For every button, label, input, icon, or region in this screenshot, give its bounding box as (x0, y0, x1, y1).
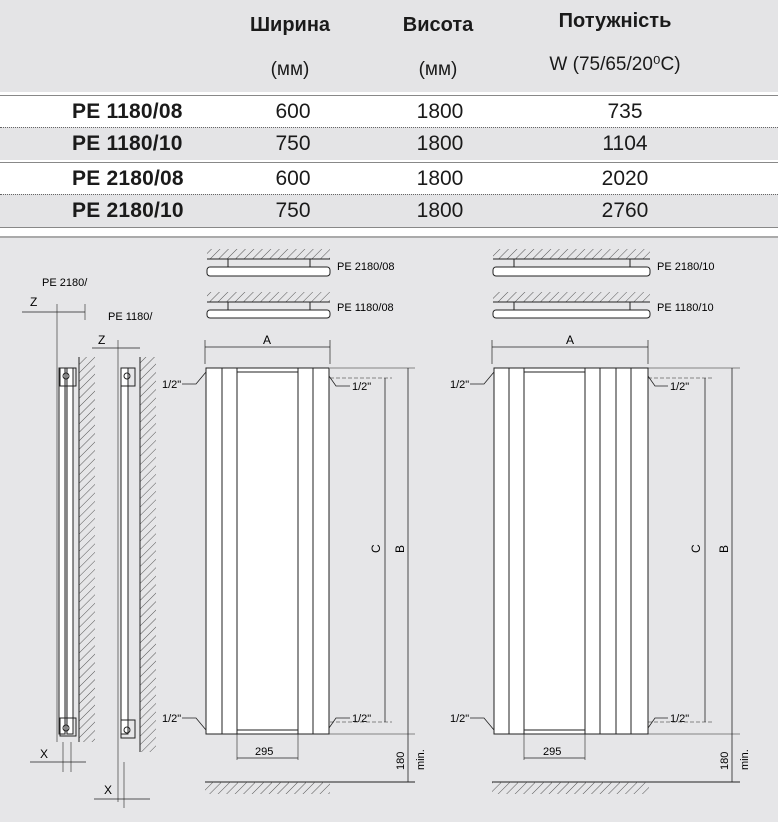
side-label-1180: PE 1180/ (108, 311, 153, 323)
z-label: Z (30, 295, 38, 309)
col-title: Потужність (558, 10, 672, 32)
dim-180-label: 180 (719, 751, 731, 770)
dim-b-label: B (717, 544, 731, 553)
section-label-1180: PE 1180/08 (337, 302, 394, 314)
col-unit: (мм) (418, 59, 458, 80)
col-title: Ширина (249, 14, 331, 36)
row-power: 2020 (601, 167, 649, 190)
connection-label: 1/2" (450, 379, 470, 391)
col-title: Висота (402, 14, 474, 36)
dim-180-label: 180 (395, 751, 407, 770)
row-model: PE 2180/10 (72, 199, 184, 222)
row-power: 1104 (602, 132, 648, 155)
row-width: 600 (275, 100, 311, 123)
dim-c-label: C (369, 544, 383, 553)
table-row (0, 95, 778, 128)
connection-label: 1/2" (352, 713, 372, 725)
dim-c-label: C (689, 544, 703, 553)
side-label-2180: PE 2180/ (42, 277, 88, 289)
row-width: 600 (275, 167, 311, 190)
connection-label: 1/2" (450, 713, 470, 725)
z-label: Z (98, 333, 106, 347)
row-height: 1800 (416, 167, 464, 190)
row-width: 750 (275, 132, 311, 155)
connection-label: 1/2" (670, 713, 690, 725)
dim-295-label: 295 (543, 746, 562, 758)
table-row (0, 194, 778, 228)
row-model: PE 2180/08 (72, 167, 184, 190)
dim-b-label: B (393, 544, 407, 553)
connection-label: 1/2" (352, 381, 372, 393)
wall-hatch (79, 357, 95, 742)
connection-label: 1/2" (670, 381, 690, 393)
front-view-08 (162, 249, 427, 794)
x-label: X (40, 747, 49, 761)
technical-drawing (0, 236, 778, 822)
col-width (230, 14, 350, 81)
col-power (530, 10, 700, 76)
table-header (0, 0, 778, 92)
row-model: PE 1180/08 (72, 100, 183, 123)
min-label: min. (739, 749, 751, 770)
connection-label: 1/2" (162, 379, 182, 391)
row-power: 2760 (601, 199, 649, 222)
front-view-10 (450, 249, 751, 794)
dim-a-label: A (263, 333, 272, 347)
row-width: 750 (275, 199, 311, 222)
spec-table (0, 0, 778, 232)
row-model: PE 1180/10 (72, 132, 183, 155)
dim-295-label: 295 (255, 746, 274, 758)
table-row (0, 127, 778, 160)
col-unit: W (75/65/20⁰C) (549, 54, 681, 75)
col-height (378, 14, 498, 81)
min-label: min. (415, 749, 427, 770)
wall-hatch (140, 357, 156, 752)
col-unit: (мм) (270, 59, 310, 80)
section-label-2180: PE 2180/10 (657, 261, 715, 273)
row-power: 735 (607, 100, 643, 123)
row-height: 1800 (416, 132, 464, 155)
row-height: 1800 (416, 100, 464, 123)
section-label-1180: PE 1180/10 (657, 302, 714, 314)
dim-a-label: A (566, 333, 575, 347)
side-views (22, 277, 156, 808)
section-label-2180: PE 2180/08 (337, 261, 395, 273)
connection-label: 1/2" (162, 713, 182, 725)
x-label: X (104, 783, 113, 797)
drawing-svg (0, 238, 778, 822)
table-row (0, 162, 778, 195)
row-height: 1800 (416, 199, 464, 222)
